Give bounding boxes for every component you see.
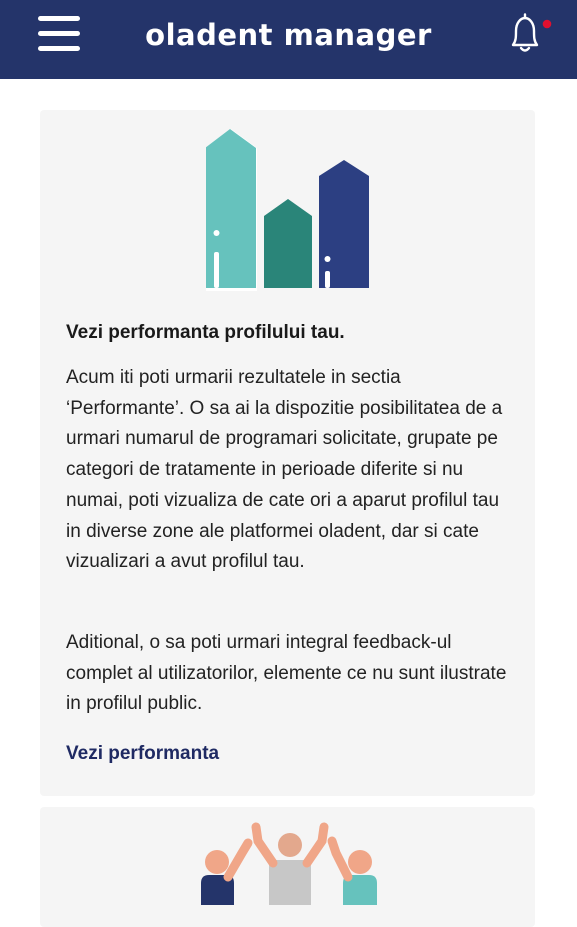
people-high-five-illustration bbox=[196, 815, 386, 905]
card-title: Vezi performanta profilului tau. bbox=[66, 322, 345, 343]
next-card bbox=[40, 807, 535, 927]
app-title: oladent manager bbox=[145, 18, 432, 52]
top-app-bar bbox=[0, 0, 577, 79]
card-paragraph: Acum iti poti urmarii rezultatele in sectia ‘Performante’. O sa ai la dispozitie posibilitatea de a urmari numarul de programari solicitate, grupate pe categori de tratamente in perioade diferite si nu numai, poti vizualiza de cate ori a aparut profilul tau in diverse zone ale platformei oladent, dar si cate vizualizari a avut profilul tau. bbox=[66, 367, 503, 573]
bell-icon bbox=[503, 12, 553, 56]
notifications-button[interactable] bbox=[503, 12, 553, 56]
buildings-chart-illustration bbox=[206, 124, 372, 294]
card-paragraph: Aditional, o sa poti urmari integral feedback-ul complet al utilizatorilor, elemente ce nu sunt ilustrate in profilul public. bbox=[66, 632, 507, 715]
performance-card bbox=[40, 110, 535, 796]
view-performance-link[interactable]: Vezi performanta bbox=[66, 743, 220, 764]
notification-dot bbox=[543, 20, 552, 29]
